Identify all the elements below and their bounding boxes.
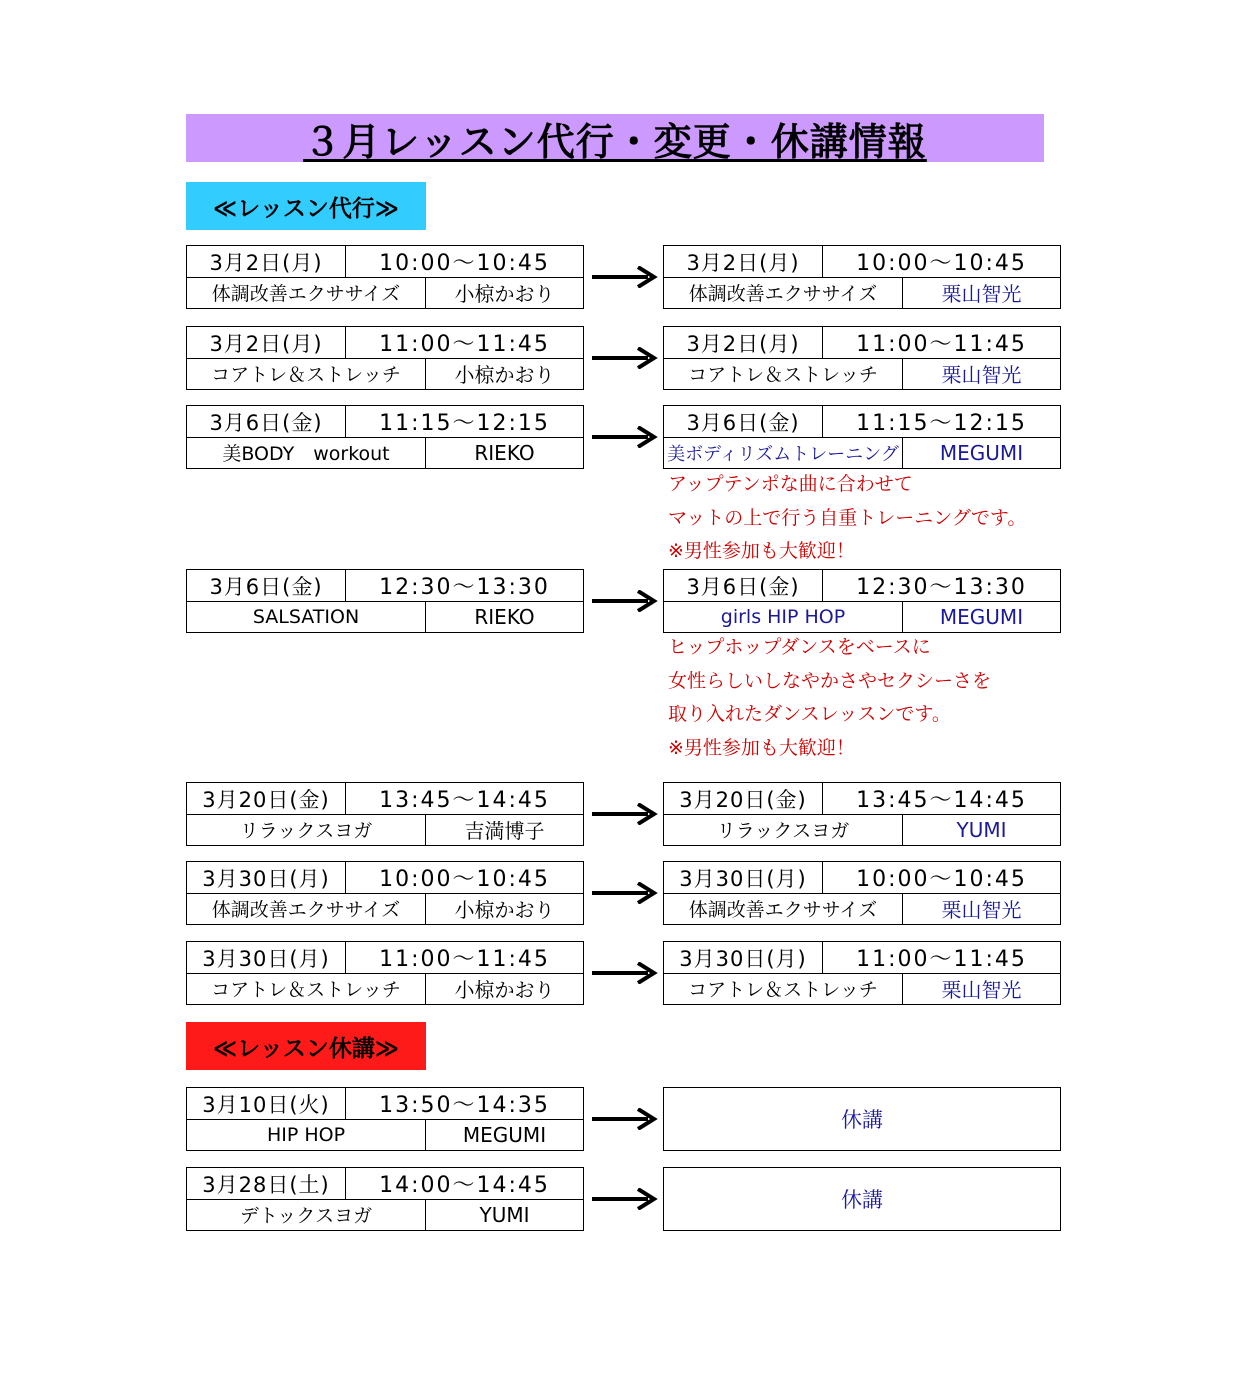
lesson-name: HIP HOP (187, 1119, 426, 1150)
right-arrow-icon (592, 1108, 658, 1130)
lesson-time: 10:00～10:45 (379, 867, 550, 892)
substitute-lesson-box (663, 569, 1061, 633)
instructor-name: RIEKO (474, 440, 535, 465)
lesson-time: 10:00～10:45 (856, 867, 1027, 892)
lesson-time: 11:00～11:45 (379, 332, 550, 357)
right-arrow-icon (592, 962, 658, 984)
description-line: アップテンポな曲に合わせて (668, 473, 913, 495)
right-arrow-icon (592, 1188, 658, 1210)
changed-lesson-name: 美ボディリズムトレーニング (664, 437, 903, 468)
lesson-date: 3月2日(月) (187, 327, 346, 358)
substitute-lesson-box (663, 326, 1061, 390)
substitute-lesson-box (663, 941, 1061, 1005)
page-title-bar (186, 114, 1044, 162)
original-lesson-box (186, 569, 584, 633)
lesson-name: 体調改善エクササイズ (664, 277, 903, 308)
lesson-date: 3月30日(月) (664, 862, 823, 893)
section-label-substitute: ≪レッスン代行≫ (186, 182, 426, 230)
instructor-name: RIEKO (474, 604, 535, 629)
right-arrow-icon (592, 426, 658, 448)
substitute-instructor: 栗山智光 (941, 363, 1022, 387)
substitute-lesson-box (663, 782, 1061, 846)
description-line: 取り入れたダンスレッスンです。 (668, 703, 951, 725)
substitute-instructor: YUMI (956, 817, 1007, 842)
lesson-time: 12:30～13:30 (856, 575, 1027, 600)
lesson-name: 体調改善エクササイズ (187, 893, 426, 924)
description-line: ※男性参加も大歓迎！ (668, 540, 855, 562)
lesson-name: リラックスヨガ (664, 814, 903, 845)
substitute-lesson-box (663, 245, 1061, 309)
instructor-name: 小椋かおり (454, 282, 555, 306)
lesson-time: 14:00～14:45 (379, 1173, 550, 1198)
lesson-date: 3月6日(金) (187, 406, 346, 437)
lesson-date: 3月2日(月) (664, 327, 823, 358)
lesson-time: 11:15～12:15 (379, 411, 550, 436)
page-title: ３月レッスン代行・変更・休講情報 (303, 119, 927, 164)
substitute-instructor: 栗山智光 (941, 978, 1022, 1002)
lesson-description (668, 631, 991, 765)
right-arrow-icon (592, 590, 658, 612)
original-lesson-box (186, 782, 584, 846)
lesson-time: 12:30～13:30 (379, 575, 550, 600)
lesson-time: 11:00～11:45 (856, 332, 1027, 357)
lesson-date: 3月20日(金) (187, 783, 346, 814)
description-line: 女性らしいしなやかさやセクシーさを (668, 669, 992, 692)
instructor-name: MEGUMI (462, 1122, 547, 1147)
cancel-status-box (663, 1087, 1061, 1151)
lesson-date: 3月2日(月) (664, 246, 823, 277)
lesson-date: 3月28日(土) (187, 1168, 346, 1199)
lesson-time: 10:00～10:45 (856, 251, 1027, 276)
right-arrow-icon (592, 347, 658, 369)
lesson-date: 3月30日(月) (187, 862, 346, 893)
lesson-time: 11:00～11:45 (856, 947, 1027, 972)
right-arrow-icon (592, 803, 658, 825)
section-label-cancel: ≪レッスン休講≫ (186, 1022, 426, 1070)
lesson-date: 3月2日(月) (187, 246, 346, 277)
original-lesson-box (186, 245, 584, 309)
substitute-instructor: MEGUMI (939, 440, 1024, 465)
lesson-date: 3月6日(金) (664, 570, 823, 601)
right-arrow-icon (592, 266, 658, 288)
lesson-name: コアトレ＆ストレッチ (187, 973, 426, 1004)
cancel-status-box (663, 1167, 1061, 1231)
cancelled-lesson-box (186, 1087, 584, 1151)
lesson-name: SALSATION (187, 601, 426, 632)
description-line: ヒップホップダンスをベースに (668, 636, 931, 658)
lesson-time: 11:15～12:15 (856, 411, 1027, 436)
lesson-name: コアトレ＆ストレッチ (664, 973, 903, 1004)
original-lesson-box (186, 941, 584, 1005)
lesson-name: リラックスヨガ (187, 814, 426, 845)
lesson-time: 10:00～10:45 (379, 251, 550, 276)
lesson-time: 13:50～14:35 (379, 1093, 550, 1118)
instructor-name: 小椋かおり (454, 363, 555, 387)
substitute-lesson-box (663, 861, 1061, 925)
lesson-date: 3月6日(金) (187, 570, 346, 601)
original-lesson-box (186, 405, 584, 469)
lesson-time: 13:45～14:45 (856, 788, 1027, 813)
lesson-date: 3月20日(金) (664, 783, 823, 814)
description-line: マットの上で行う自重トレーニングです。 (668, 506, 1027, 529)
lesson-date: 3月30日(月) (664, 942, 823, 973)
cancel-status: 休講 (841, 1188, 883, 1212)
lesson-name: 体調改善エクササイズ (664, 893, 903, 924)
lesson-name: デトックスヨガ (187, 1199, 426, 1230)
substitute-lesson-box (663, 405, 1061, 469)
lesson-description (668, 468, 1026, 569)
lesson-name: コアトレ＆ストレッチ (187, 358, 426, 389)
original-lesson-box (186, 326, 584, 390)
lesson-name: コアトレ＆ストレッチ (664, 358, 903, 389)
lesson-time: 11:00～11:45 (379, 947, 550, 972)
cancelled-lesson-box (186, 1167, 584, 1231)
instructor-name: YUMI (479, 1202, 530, 1227)
instructor-name: 小椋かおり (454, 898, 555, 922)
lesson-name: 体調改善エクササイズ (187, 277, 426, 308)
lesson-date: 3月6日(金) (664, 406, 823, 437)
lesson-date: 3月10日(火) (187, 1088, 346, 1119)
substitute-instructor: 栗山智光 (941, 282, 1022, 306)
instructor-name: 小椋かおり (454, 978, 555, 1002)
original-lesson-box (186, 861, 584, 925)
instructor-name: 吉満博子 (464, 819, 545, 843)
substitute-instructor: MEGUMI (939, 604, 1024, 629)
right-arrow-icon (592, 882, 658, 904)
description-line: ※男性参加も大歓迎！ (668, 736, 855, 759)
lesson-time: 13:45～14:45 (379, 788, 550, 813)
substitute-instructor: 栗山智光 (941, 898, 1022, 922)
lesson-date: 3月30日(月) (187, 942, 346, 973)
changed-lesson-name: girls HIP HOP (664, 601, 903, 632)
cancel-status: 休講 (841, 1108, 883, 1132)
lesson-name: 美BODY workout (187, 437, 426, 468)
